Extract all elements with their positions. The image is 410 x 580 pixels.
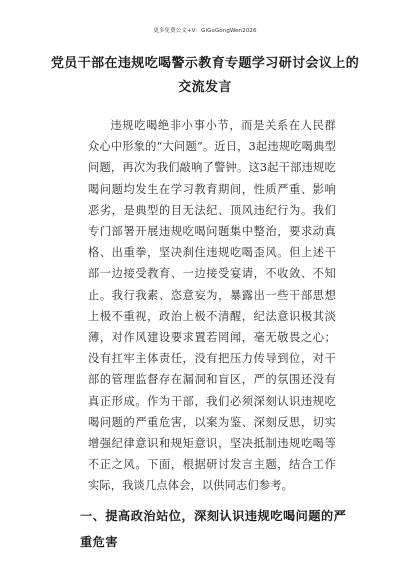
header-note: 更多免费公文+V：GiGoGongWen2026 [153, 28, 257, 34]
document-title: 党员干部在违规吃喝警示教育专题学习研讨会议上的交流发言 [50, 56, 360, 95]
body-paragraph: 违规吃喝绝非小事小节，而是关系在人民群众心中形象的“大问题”。近日，3起违规吃喝典型问题，再次为我们敲响了警钟。这3起干部违规吃喝问题均发生在学习教育期间，性质严重、影响恶劣，是典型的目无法纪、顶风违纪行为。我们专门部署开展违规吃喝问题集中整治，要求动真格、出重拳，坚决刹住违规吃喝歪风。但上述干部一边接受教育、一边接受宴请，不收敛、不知止。我行我素、恣意妄为，暴露出一些干部思想上极不重视，政治上极不清醒，纪法意识极其淡薄，对作风建设要求置若罔闻，毫无敬畏之心；没有扛牢主体责任，没有把压力传导到位，对干部的管理监督存在漏洞和盲区，严的氛围还没有真正形成。作为干部，我们必须深刻认识违规吃喝问题的严重危害，以案为鉴、深刻反思，切实增强纪律意识和规矩意识，坚决抵制违规吃喝等不正之风。下面，根据研讨发言主题，结合工作实际，我谈几点体会，以供同志们参考。 [88, 119, 336, 493]
section-heading: 一、提高政治站位，深刻认识违规吃喝问题的严重危害 [80, 509, 347, 549]
